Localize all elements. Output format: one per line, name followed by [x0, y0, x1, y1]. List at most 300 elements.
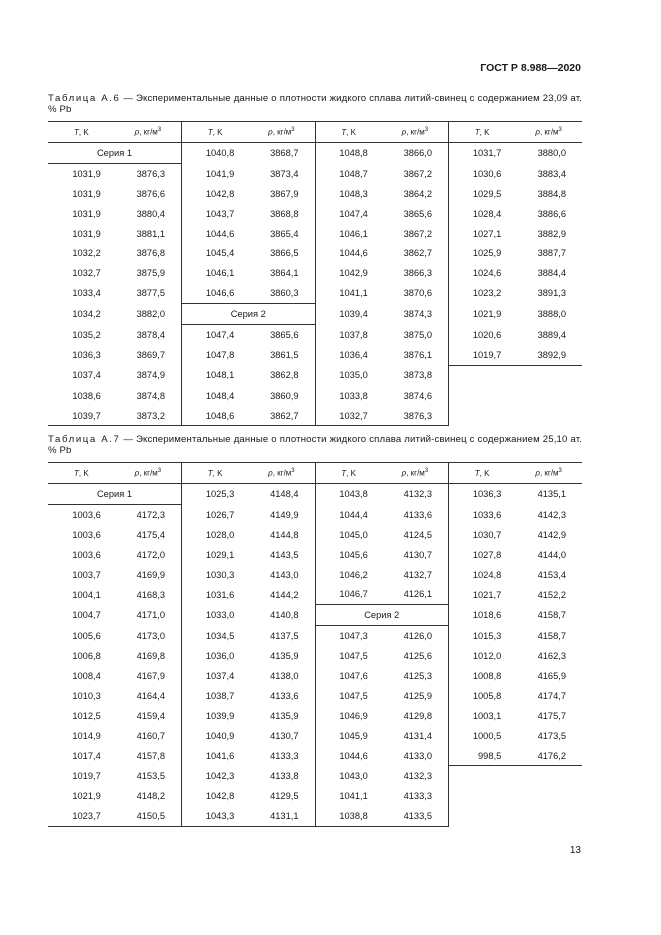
density-cell: 3865,4 [270, 228, 299, 239]
temperature-cell: 1047,8 [182, 345, 249, 365]
temperature-cell: 1042,9 [315, 263, 382, 283]
density-cell: 3876,1 [403, 350, 432, 361]
density-cell: 3884,4 [537, 268, 566, 279]
density-cell: 4172,0 [136, 549, 165, 560]
density-cell: 4126,1 [403, 589, 432, 600]
empty-cell [449, 766, 516, 786]
density-cell: 4172,3 [136, 509, 165, 520]
temperature-cell: 1047,5 [315, 646, 382, 666]
density-cell: 4131,4 [403, 730, 432, 741]
table-a7-label: Таблица А.7 [48, 434, 121, 445]
density-cell: 3875,9 [136, 268, 165, 279]
temperature-cell: 1000,5 [449, 726, 516, 746]
density-cell: 3868,8 [270, 208, 299, 219]
density-cell: 4133,5 [382, 806, 449, 826]
density-cell: 4133,6 [403, 509, 432, 520]
temperature-cell: 1019,7 [449, 345, 516, 365]
temperature-cell: 1048,6 [182, 406, 249, 426]
temperature-cell: 1005,8 [449, 686, 516, 706]
table-row [48, 726, 582, 746]
density-symbol: ρ [134, 468, 140, 478]
density-cell: 3886,6 [537, 208, 566, 219]
density-cell: 4176,2 [515, 746, 582, 766]
temperature-cell: 1003,6 [72, 549, 101, 560]
density-cell: 4150,5 [115, 806, 182, 826]
temperature-cell: 1027,1 [449, 224, 516, 244]
density-cell: 3866,0 [403, 148, 432, 159]
temperature-cell: 1045,9 [315, 726, 382, 746]
temperature-cell: 1030,6 [449, 163, 516, 183]
table-row [48, 263, 582, 283]
density-cell: 4138,0 [270, 670, 299, 681]
density-cell: 4126,0 [403, 631, 432, 642]
temperature-cell: 1023,2 [449, 283, 516, 303]
temperature-unit: , K [346, 127, 356, 137]
table-row [48, 666, 582, 686]
table-a7-title: — Экспериментальные данные о плотности жидкого сплава литий-свинец с содержанием 25,10 ат. % Pb [48, 434, 583, 456]
density-cell: 3876,8 [136, 248, 165, 259]
temperature-cell: 1033,4 [72, 288, 101, 299]
density-unit-exponent: 3 [291, 468, 295, 475]
temperature-unit: , K [78, 127, 89, 137]
density-cell: 4125,9 [403, 690, 432, 701]
density-unit: , кг/м [139, 468, 158, 478]
density-unit: , кг/м [406, 127, 425, 137]
series-label: Серия 2 [182, 304, 316, 325]
density-cell: 4131,1 [248, 806, 315, 826]
temperature-cell: 1044,6 [182, 224, 249, 244]
density-cell: 3873,4 [270, 168, 299, 179]
temperature-cell: 1038,8 [315, 806, 382, 826]
density-cell: 3874,8 [136, 390, 165, 401]
table-row [48, 706, 582, 726]
table-row [48, 504, 582, 524]
density-cell: 4142,9 [537, 529, 566, 540]
temperature-cell: 1003,7 [72, 569, 101, 580]
temperature-cell: 1021,9 [449, 304, 516, 325]
temperature-cell: 1039,4 [315, 304, 382, 325]
table-row [48, 304, 582, 325]
table-row [48, 545, 582, 565]
density-cell: 4133,3 [270, 750, 299, 761]
temperature-cell: 1037,4 [182, 666, 249, 686]
temperature-unit: , K [78, 468, 89, 478]
column-header-density [382, 463, 449, 484]
temperature-unit: , K [346, 468, 356, 478]
empty-cell [449, 786, 516, 806]
density-unit: , кг/м [272, 127, 292, 137]
density-cell: 4169,9 [136, 569, 165, 580]
density-symbol: ρ [535, 468, 540, 478]
temperature-cell: 1035,0 [315, 365, 382, 385]
column-header-temperature [182, 463, 249, 484]
density-cell: 4125,3 [403, 670, 432, 681]
temperature-symbol: T [341, 468, 347, 478]
temperature-cell: 1031,6 [182, 584, 249, 604]
temperature-cell: 1048,4 [182, 386, 249, 406]
temperature-cell: 1019,7 [72, 771, 101, 782]
density-cell: 3891,3 [537, 288, 566, 299]
density-cell: 3880,4 [136, 208, 165, 219]
density-cell: 3866,3 [403, 268, 432, 279]
temperature-cell: 1010,3 [72, 690, 101, 701]
density-cell: 3865,6 [403, 208, 432, 219]
density-cell: 3862,8 [270, 370, 299, 381]
temperature-cell: 1012,0 [449, 646, 516, 666]
table-row [48, 325, 582, 345]
temperature-cell: 1046,7 [315, 584, 382, 604]
density-cell: 4133,8 [270, 771, 299, 782]
temperature-cell: 1029,1 [182, 545, 249, 565]
temperature-cell: 1048,8 [315, 143, 382, 164]
empty-cell [515, 386, 582, 406]
density-cell: 3883,4 [537, 168, 566, 179]
temperature-cell: 1041,1 [315, 786, 382, 806]
table-row [48, 484, 582, 505]
density-unit-exponent: 3 [424, 127, 429, 134]
column-header-temperature [182, 122, 249, 143]
temperature-cell: 1038,7 [182, 686, 249, 706]
temperature-cell: 1047,3 [315, 626, 382, 646]
density-cell: 4133,3 [403, 791, 432, 802]
table-row [48, 626, 582, 646]
temperature-cell: 1039,7 [48, 406, 115, 426]
empty-cell [515, 806, 582, 826]
density-cell: 4135,9 [270, 651, 299, 662]
temperature-cell: 1024,6 [449, 263, 516, 283]
temperature-unit: , K [212, 127, 223, 137]
temperature-cell: 1031,7 [449, 143, 516, 164]
density-cell: 4137,5 [270, 630, 299, 641]
density-unit-exponent: 3 [558, 468, 562, 475]
column-header-temperature [449, 122, 516, 143]
temperature-cell: 1041,6 [182, 746, 249, 766]
temperature-cell: 1003,6 [72, 509, 101, 520]
temperature-cell: 1031,9 [72, 208, 101, 219]
temperature-cell: 1006,8 [72, 651, 101, 662]
temperature-cell: 1025,3 [182, 484, 249, 505]
density-unit-exponent: 3 [558, 127, 562, 134]
density-cell: 3875,0 [403, 329, 432, 340]
density-cell: 3867,2 [403, 228, 432, 239]
temperature-cell: 1034,5 [182, 626, 249, 646]
temperature-cell: 1029,5 [449, 184, 516, 204]
density-cell: 4148,4 [270, 489, 299, 500]
density-cell: 4135,1 [537, 489, 566, 500]
density-unit-exponent: 3 [157, 127, 162, 134]
table-row [48, 345, 582, 365]
density-cell: 4149,9 [270, 509, 299, 520]
density-cell: 3887,7 [537, 248, 566, 259]
density-cell: 4144,8 [270, 529, 299, 540]
temperature-symbol: T [474, 127, 480, 137]
temperature-cell: 998,5 [449, 746, 516, 766]
table-a6-caption [48, 93, 582, 115]
table-row [48, 224, 582, 244]
temperature-cell: 1034,2 [72, 309, 101, 320]
temperature-unit: , K [212, 468, 223, 478]
density-cell: 4173,0 [136, 630, 165, 641]
density-cell: 3862,7 [248, 406, 315, 426]
density-cell: 3866,5 [270, 248, 299, 259]
density-cell: 4162,3 [537, 651, 566, 662]
temperature-cell: 1040,9 [182, 726, 249, 746]
density-cell: 4153,4 [537, 569, 566, 580]
density-cell: 4133,0 [403, 750, 432, 761]
density-cell: 3882,0 [136, 309, 165, 320]
table-row [48, 746, 582, 766]
density-cell: 3873,8 [403, 370, 432, 381]
density-cell: 3867,9 [270, 188, 299, 199]
density-cell: 3870,6 [403, 288, 432, 299]
temperature-cell: 1041,9 [182, 163, 249, 183]
empty-cell [515, 406, 582, 426]
density-cell: 3880,0 [537, 148, 566, 159]
temperature-cell: 1047,6 [315, 666, 382, 686]
temperature-cell: 1031,9 [72, 188, 101, 199]
density-cell: 3889,4 [537, 329, 566, 340]
temperature-cell: 1026,7 [182, 504, 249, 524]
temperature-cell: 1033,8 [315, 386, 382, 406]
temperature-cell: 1043,0 [315, 766, 382, 786]
temperature-cell: 1028,4 [449, 204, 516, 224]
temperature-cell: 1021,9 [72, 791, 101, 802]
temperature-cell: 1036,3 [449, 484, 516, 505]
table-a7-caption [48, 434, 582, 456]
density-cell: 3860,3 [270, 288, 299, 299]
density-cell: 4159,4 [136, 710, 165, 721]
temperature-cell: 1042,3 [182, 766, 249, 786]
temperature-cell: 1030,7 [449, 525, 516, 545]
table-row [48, 163, 582, 183]
table-row [48, 283, 582, 303]
temperature-cell: 1044,4 [315, 504, 382, 524]
temperature-cell: 1031,9 [72, 168, 101, 179]
density-cell: 3881,1 [136, 228, 165, 239]
temperature-cell: 1044,6 [315, 746, 382, 766]
temperature-cell: 1037,4 [72, 370, 101, 381]
temperature-cell: 1043,3 [182, 806, 249, 826]
temperature-cell: 1046,2 [315, 565, 382, 585]
temperature-cell: 1048,7 [315, 163, 382, 183]
temperature-cell: 1045,4 [182, 243, 249, 263]
density-cell: 3869,7 [136, 350, 165, 361]
density-cell: 3864,2 [403, 188, 432, 199]
density-cell: 3865,6 [270, 329, 299, 340]
table-a7 [48, 462, 582, 827]
series-label: Серия 1 [48, 143, 182, 164]
table-row [48, 646, 582, 666]
density-cell: 4175,4 [136, 529, 165, 540]
temperature-cell: 1035,2 [72, 329, 101, 340]
table-header-row [48, 122, 582, 143]
density-unit-exponent: 3 [157, 468, 162, 475]
density-cell: 3868,7 [270, 148, 299, 159]
temperature-cell: 1045,0 [315, 525, 382, 545]
density-cell: 4132,3 [403, 771, 432, 782]
temperature-cell: 1042,8 [182, 786, 249, 806]
series-label: Серия 2 [315, 605, 449, 626]
density-cell: 3861,5 [270, 350, 299, 361]
table-row [48, 143, 582, 164]
table-row [48, 786, 582, 806]
density-symbol: ρ [268, 127, 273, 137]
temperature-cell: 1036,3 [72, 350, 101, 361]
density-cell: 4133,6 [270, 690, 299, 701]
density-cell: 3876,3 [136, 168, 165, 179]
density-cell: 4174,7 [537, 690, 566, 701]
temperature-cell: 1046,6 [182, 283, 249, 303]
temperature-cell: 1046,9 [315, 706, 382, 726]
density-cell: 4132,3 [403, 489, 432, 500]
density-cell: 3874,9 [136, 370, 165, 381]
density-symbol: ρ [401, 127, 407, 137]
density-unit: , кг/м [139, 127, 158, 137]
density-cell: 3876,6 [136, 188, 165, 199]
density-cell: 4164,4 [136, 690, 165, 701]
empty-cell [449, 406, 516, 426]
density-unit: , кг/м [539, 468, 559, 478]
density-cell: 3882,9 [537, 228, 566, 239]
temperature-cell: 1012,5 [72, 710, 101, 721]
temperature-cell: 1040,8 [182, 143, 249, 164]
density-unit-exponent: 3 [291, 127, 295, 134]
table-row [48, 584, 582, 604]
temperature-cell: 1039,9 [182, 706, 249, 726]
density-cell: 4142,3 [537, 509, 566, 520]
density-cell: 3874,3 [403, 309, 432, 320]
column-header-density [248, 122, 315, 143]
density-symbol: ρ [134, 127, 140, 137]
density-cell: 3892,9 [515, 345, 582, 365]
empty-cell [449, 365, 516, 385]
density-cell: 4129,5 [270, 791, 299, 802]
temperature-cell: 1032,7 [72, 268, 101, 279]
temperature-cell: 1021,7 [449, 584, 516, 604]
density-cell: 4175,7 [537, 710, 566, 721]
density-cell: 4167,9 [136, 670, 165, 681]
column-header-density [515, 122, 582, 143]
temperature-cell: 1020,6 [449, 325, 516, 345]
temperature-cell: 1024,8 [449, 565, 516, 585]
temperature-cell: 1008,4 [72, 670, 101, 681]
density-cell: 4140,8 [270, 610, 299, 621]
temperature-cell: 1004,1 [72, 589, 101, 600]
temperature-cell: 1043,7 [182, 204, 249, 224]
temperature-cell: 1047,4 [182, 325, 249, 345]
table-row [48, 184, 582, 204]
density-cell: 3877,5 [136, 288, 165, 299]
density-cell: 4157,8 [136, 750, 165, 761]
temperature-cell: 1038,6 [72, 390, 101, 401]
density-unit-exponent: 3 [424, 468, 429, 475]
density-cell: 4158,7 [537, 610, 566, 621]
density-cell: 4165,9 [537, 670, 566, 681]
temperature-cell: 1047,5 [315, 686, 382, 706]
density-cell: 4153,5 [136, 771, 165, 782]
table-row [48, 365, 582, 385]
density-cell: 4124,5 [403, 529, 432, 540]
density-cell: 4169,8 [136, 651, 165, 662]
density-cell: 4173,5 [537, 730, 566, 741]
density-cell: 4152,2 [537, 589, 566, 600]
temperature-symbol: T [207, 468, 213, 478]
density-cell: 4130,7 [403, 549, 432, 560]
temperature-cell: 1044,6 [315, 243, 382, 263]
density-cell: 4143,5 [270, 549, 299, 560]
empty-cell [515, 365, 582, 385]
temperature-unit: , K [479, 468, 490, 478]
column-header-temperature [449, 463, 516, 484]
density-cell: 3860,9 [270, 390, 299, 401]
table-row [48, 766, 582, 786]
column-header-temperature [315, 463, 382, 484]
density-cell: 3862,7 [403, 248, 432, 259]
temperature-cell: 1015,3 [449, 626, 516, 646]
document-code: ГОСТ Р 8.988—2020 [480, 62, 581, 74]
temperature-cell: 1043,8 [315, 484, 382, 505]
table-a6-title: — Экспериментальные данные о плотности жидкого сплава литий-свинец с содержанием 23,09 ат. % Pb [48, 93, 583, 115]
temperature-cell: 1031,9 [72, 228, 101, 239]
temperature-cell: 1042,8 [182, 184, 249, 204]
table-a6 [48, 121, 582, 426]
table-row [48, 686, 582, 706]
temperature-symbol: T [341, 127, 347, 137]
density-cell: 4171,0 [136, 610, 165, 621]
density-cell: 3867,2 [403, 168, 432, 179]
temperature-cell: 1036,4 [315, 345, 382, 365]
density-cell: 4160,7 [136, 730, 165, 741]
empty-cell [449, 806, 516, 826]
temperature-cell: 1017,4 [72, 750, 101, 761]
temperature-unit: , K [479, 127, 490, 137]
temperature-cell: 1047,4 [315, 204, 382, 224]
density-cell: 4125,6 [403, 651, 432, 662]
temperature-cell: 1046,1 [315, 224, 382, 244]
temperature-cell: 1018,6 [449, 605, 516, 626]
column-header-density [382, 122, 449, 143]
column-header-temperature [48, 122, 115, 143]
temperature-cell: 1036,0 [182, 646, 249, 666]
density-cell: 3874,6 [403, 390, 432, 401]
temperature-cell: 1033,0 [182, 605, 249, 626]
empty-cell [449, 386, 516, 406]
temperature-cell: 1033,6 [449, 504, 516, 524]
temperature-cell: 1003,6 [72, 529, 101, 540]
temperature-symbol: T [474, 468, 480, 478]
temperature-cell: 1025,9 [449, 243, 516, 263]
density-cell: 4132,7 [403, 569, 432, 580]
column-header-density [248, 463, 315, 484]
temperature-cell: 1045,6 [315, 545, 382, 565]
temperature-cell: 1023,7 [48, 806, 115, 826]
column-header-density [115, 122, 182, 143]
table-row [48, 525, 582, 545]
temperature-cell: 1014,9 [72, 730, 101, 741]
density-cell: 3873,2 [115, 406, 182, 426]
density-symbol: ρ [535, 127, 540, 137]
density-cell: 3876,3 [382, 406, 449, 426]
density-unit: , кг/м [406, 468, 425, 478]
table-row [48, 204, 582, 224]
density-cell: 3878,4 [136, 329, 165, 340]
temperature-cell: 1032,7 [315, 406, 382, 426]
empty-cell [515, 766, 582, 786]
temperature-symbol: T [74, 468, 79, 478]
page-number: 13 [569, 845, 581, 856]
temperature-cell: 1030,3 [182, 565, 249, 585]
temperature-cell: 1004,7 [72, 610, 101, 621]
